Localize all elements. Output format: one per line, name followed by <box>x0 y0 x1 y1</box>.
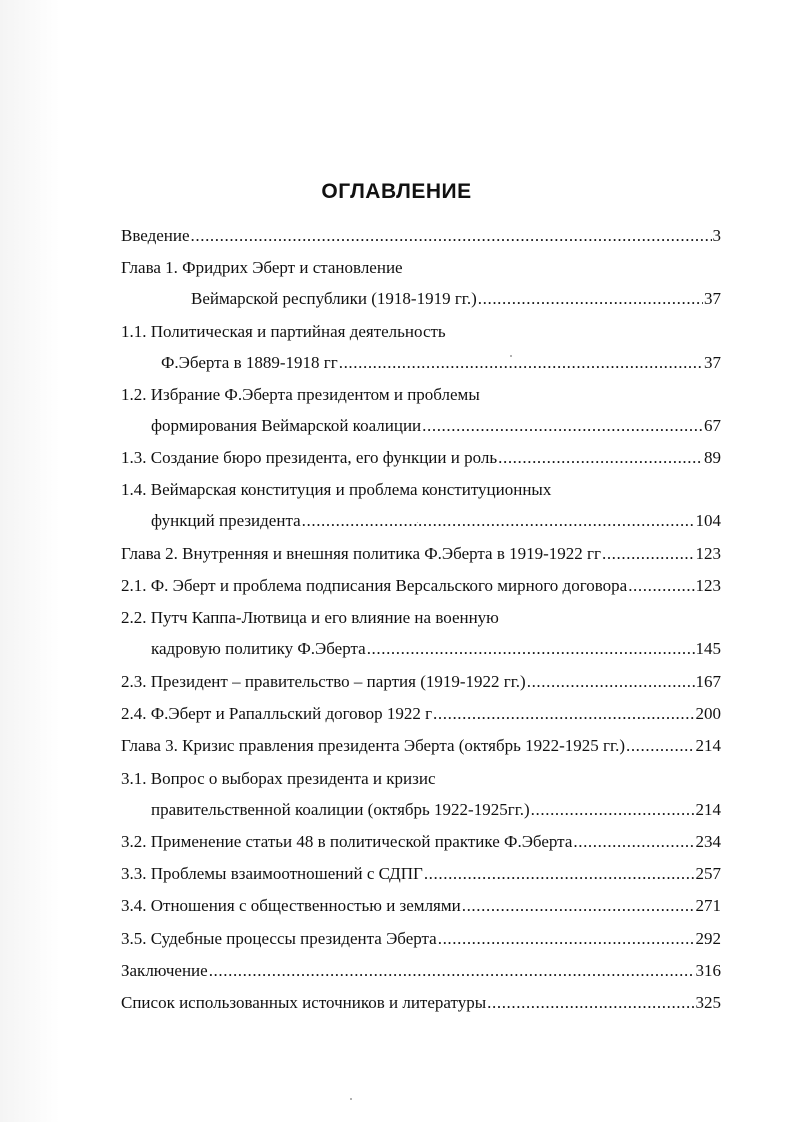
toc-entry-title: Введение <box>121 226 190 245</box>
toc-entry-title: функций президента <box>151 511 301 531</box>
toc-entry-title: 1.1. Политическая и партийная деятельность <box>121 321 446 341</box>
toc-entry <box>121 254 721 285</box>
leader-dots <box>531 796 695 824</box>
leader-dots <box>462 892 695 920</box>
toc-entry <box>121 732 721 764</box>
toc-entry-page: 123 <box>695 543 721 563</box>
leader-dots <box>628 572 694 600</box>
toc-entry-continuation <box>121 412 721 444</box>
toc-entry-page: 325 <box>695 993 721 1013</box>
leader-dots <box>424 860 695 888</box>
toc-entry-title: 2.2. Путч Каппа-Лютвица и его влияние на военную <box>121 608 499 628</box>
leader-dots <box>527 668 695 696</box>
toc-entry <box>121 860 721 892</box>
toc-entry <box>121 700 721 732</box>
toc-entry-page: 123 <box>695 576 721 596</box>
leader-dots <box>422 412 703 440</box>
page-title: ОГЛАВЛЕНИЕ <box>321 180 472 203</box>
scan-shadow <box>0 0 60 1122</box>
toc-entry <box>121 222 721 254</box>
toc-entry-continuation <box>121 507 721 539</box>
toc-entry-page: 89 <box>704 448 721 468</box>
scan-speck <box>417 522 418 523</box>
leader-dots <box>367 635 695 663</box>
toc-entry-title: кадровую политику Ф.Эберта <box>151 639 366 659</box>
toc-entry <box>121 925 721 957</box>
toc-entry-page: 271 <box>695 896 721 916</box>
toc-entry <box>121 572 721 604</box>
leader-dots <box>302 507 695 535</box>
toc-entry <box>121 828 721 860</box>
toc-entry <box>121 668 721 700</box>
toc-entry-title: 1.3. Создание бюро президента, его функции и роль <box>121 448 498 468</box>
toc-entry-page: 200 <box>695 703 721 723</box>
toc-entry-title: Веймарской республики (1918-1919 гг.) <box>191 289 477 309</box>
toc-entry <box>121 444 721 476</box>
toc-entry-page: 3 <box>712 226 721 245</box>
toc-entry-title: Глава 1. Фридрих Эберт и становление <box>121 258 403 278</box>
toc-entry-page: 214 <box>695 799 721 819</box>
toc-entry-continuation <box>121 285 721 317</box>
toc-entry-page: 316 <box>695 961 721 981</box>
leader-dots <box>478 285 703 313</box>
toc-entry <box>121 381 721 412</box>
toc-entry-page: 167 <box>695 671 721 691</box>
toc-entry-page: 37 <box>704 352 721 372</box>
leader-dots <box>209 957 695 985</box>
leader-dots <box>433 700 694 728</box>
toc-entry-title: 2.3. Президент – правительство – партия (1919-1922 гг.) <box>121 671 526 691</box>
toc-entry-continuation <box>121 635 721 667</box>
toc-entry-page: 37 <box>704 289 721 309</box>
toc-entry-title: 3.4. Отношения с общественностью и землями <box>121 896 461 916</box>
scan-speck <box>350 1098 352 1100</box>
toc-entry-title: формирования Веймарской коалиции <box>151 415 422 435</box>
toc-entry-title: Глава 3. Кризис правления президента Эберта (октябрь 1922-1925 гг.) <box>121 736 625 756</box>
toc-entry-page: 234 <box>695 831 721 851</box>
leader-dots <box>573 828 694 856</box>
leader-dots <box>191 222 712 250</box>
toc-entry <box>121 540 721 572</box>
toc-entry <box>121 476 721 507</box>
toc-entry-title: Глава 2. Внутренняя и внешняя политика Ф.Эберта в 1919-1922 гг <box>121 543 601 563</box>
toc-entry-title: Заключение <box>121 961 208 981</box>
leader-dots <box>339 349 703 377</box>
toc-entry-title: Ф.Эберта в 1889-1918 гг <box>161 352 338 372</box>
toc-entry-page: 67 <box>704 415 721 435</box>
toc-entry-title: правительственной коалиции (октябрь 1922-1925гг.) <box>151 799 530 819</box>
toc-entry-title: 1.4. Веймарская конституция и проблема конституционных <box>121 480 552 500</box>
toc-entry <box>121 957 721 989</box>
toc-entry <box>121 892 721 924</box>
toc-entry-title: 3.1. Вопрос о выборах президента и кризис <box>121 768 436 788</box>
toc-entry-page: 257 <box>695 864 721 884</box>
toc-entry-continuation <box>121 349 721 381</box>
leader-dots <box>438 925 695 953</box>
toc-entry-page: 145 <box>695 639 721 659</box>
toc-entry-page: 292 <box>695 928 721 948</box>
toc-entry <box>121 765 721 796</box>
leader-dots <box>602 540 695 568</box>
toc-entry-title: 3.5. Судебные процессы президента Эберта <box>121 928 437 948</box>
toc-entry-title: 2.1. Ф. Эберт и проблема подписания Версальского мирного договора <box>121 576 628 596</box>
toc-entry-title: 3.3. Проблемы взаимоотношений с СДПГ <box>121 864 423 884</box>
leader-dots <box>498 444 703 472</box>
leader-dots <box>626 732 695 760</box>
toc-entry <box>121 604 721 635</box>
scan-speck <box>510 355 512 357</box>
toc-entry-continuation <box>121 796 721 828</box>
toc-entry-title: 3.2. Применение статьи 48 в политической практике Ф.Эберта <box>121 831 573 851</box>
toc-entry <box>121 318 721 349</box>
table-of-contents <box>121 222 721 1022</box>
toc-entry-page: 214 <box>695 736 721 756</box>
toc-entry-title: 2.4. Ф.Эберт и Рапалльский договор 1922 г <box>121 703 433 723</box>
leader-dots <box>487 989 694 1017</box>
toc-entry-page: 104 <box>695 511 721 531</box>
toc-entry <box>121 989 721 1021</box>
toc-entry-title: Список использованных источников и литературы <box>121 993 487 1013</box>
toc-entry-title: 1.2. Избрание Ф.Эберта президентом и проблемы <box>121 384 480 404</box>
